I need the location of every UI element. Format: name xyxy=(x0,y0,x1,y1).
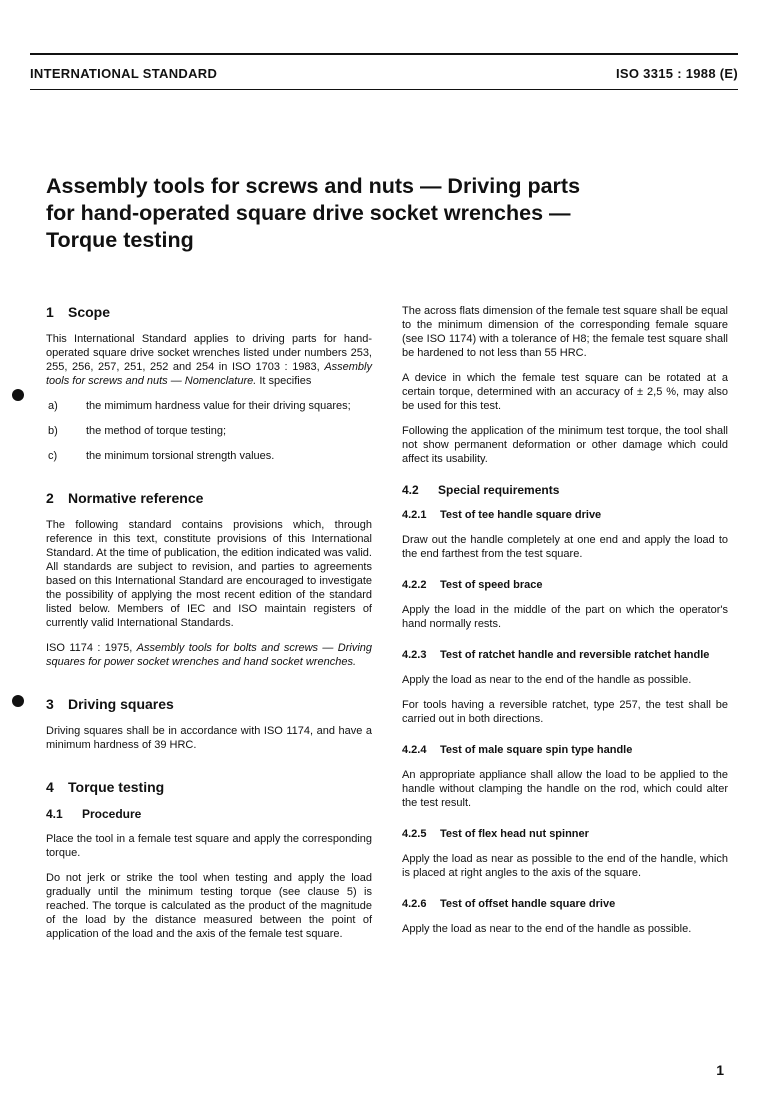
procedure-paragraph-3: The across flats dimension of the female test square shall be equal to the minimum dimension of the corresponding female square (see ISO 1174) with a tolerance of H8; the female test square shall be hardened to not less than 55 HRC. xyxy=(402,305,728,359)
section-3-heading: 3 Driving squares xyxy=(46,696,174,712)
header-standard-label: INTERNATIONAL STANDARD xyxy=(30,66,218,81)
section-4-2-1-heading: 4.2.1 Test of tee handle square drive xyxy=(402,509,602,521)
section-4-2-3-paragraph-1: Apply the load as near to the end of the handle as possible. xyxy=(402,674,692,686)
margin-change-bullet xyxy=(12,389,24,401)
section-4-2-2-paragraph: Apply the load in the middle of the part on which the operator's hand normally rests. xyxy=(402,604,728,630)
scope-list-item: c) the minimum torsional strength values. xyxy=(48,450,275,462)
section-4-2-4-paragraph: An appropriate appliance shall allow the load to be applied to the handle without clamping the handle on the rod, which could alter the test result. xyxy=(402,769,728,809)
procedure-paragraph-4: A device in which the female test square can be rotated at a certain torque, determined with an accuracy of ± 2,5 %, may also be used for this test. xyxy=(402,372,728,412)
left-column xyxy=(46,304,372,952)
section-4-heading: 4 Torque testing xyxy=(46,779,165,795)
section-4-2-5-heading: 4.2.5 Test of flex head nut spinner xyxy=(402,828,589,840)
scope-list-item: b) the method of torque testing; xyxy=(48,425,227,437)
header-document-number: ISO 3315 : 1988 (E) xyxy=(615,66,738,81)
top-rule xyxy=(30,53,738,55)
margin-change-bullet xyxy=(12,695,24,707)
title-line-1: Assembly tools for screws and nuts — Driving parts xyxy=(46,174,581,198)
section-4-1-heading: 4.1 Procedure xyxy=(46,807,142,821)
right-column xyxy=(402,304,728,947)
section-4-2-2-heading: 4.2.2 Test of speed brace xyxy=(402,579,543,591)
section-4-2-heading: 4.2 Special requirements xyxy=(402,483,560,497)
section-2-heading: 2 Normative reference xyxy=(46,490,204,506)
section-4-2-6-paragraph: Apply the load as near to the end of the handle as possible. xyxy=(402,923,692,935)
section-4-2-3-paragraph-2: For tools having a reversible ratchet, type 257, the test shall be carried out in both directions. xyxy=(402,699,728,725)
procedure-paragraph-1: Place the tool in a female test square and apply the corresponding torque. xyxy=(46,833,372,859)
procedure-paragraph-2: Do not jerk or strike the tool when testing and apply the load gradually until the minimum testing torque (see clause 5) is reached. The torque is calculated as the product of the magnitude of the load by the distance measured between the point of application of the load and the axis of the female test square. xyxy=(46,872,372,940)
section-4-2-5-paragraph: Apply the load as near as possible to the end of the handle, which is placed at right angles to the axis of the square. xyxy=(402,853,728,879)
normative-reference-entry: ISO 1174 : 1975, Assembly tools for bolts and screws — Driving squares for power socket wrenches and hand socket wrenches. xyxy=(46,642,373,668)
normative-paragraph: The following standard contains provisions which, through reference in this text, constitute provisions of this International Standard. At the time of publication, the edition indicated was valid. All standards are subject to revision, and parties to agreements based on this International Standard are encouraged to investigate the possibility of applying the most recent edition of the standard listed below. Members of IEC and ISO maintain registers of currently valid International Standards. xyxy=(46,519,372,629)
section-4-2-3-heading: 4.2.3 Test of ratchet handle and reversible ratchet handle xyxy=(402,649,710,661)
title-line-2: for hand-operated square drive socket wrenches — xyxy=(46,201,571,225)
header-rule xyxy=(30,89,738,90)
scope-list-item: a) the mimimum hardness value for their driving squares; xyxy=(48,400,351,412)
procedure-paragraph-5: Following the application of the minimum test torque, the tool shall not show permanent deformation or other damage which could affect its usability. xyxy=(402,425,728,465)
page-number: 1 xyxy=(716,1062,724,1078)
driving-squares-paragraph: Driving squares shall be in accordance with ISO 1174, and have a minimum hardness of 39 HRC. xyxy=(46,725,372,751)
section-4-2-1-paragraph: Draw out the handle completely at one end and apply the load to the end farthest from the test square. xyxy=(402,534,728,560)
document-title xyxy=(46,173,726,254)
section-4-2-6-heading: 4.2.6 Test of offset handle square drive xyxy=(402,898,616,910)
scope-paragraph: This International Standard applies to driving parts for hand-operated square drive socket wrenches listed under numbers 253, 255, 256, 257, 251, 252 and 254 in ISO 1703 : 1983, Assembly tools for screws and nuts — Nomenclature. It specifies xyxy=(46,333,372,387)
section-4-2-4-heading: 4.2.4 Test of male square spin type handle xyxy=(402,744,633,756)
title-line-3: Torque testing xyxy=(46,228,194,252)
section-1-heading: 1 Scope xyxy=(46,304,111,320)
